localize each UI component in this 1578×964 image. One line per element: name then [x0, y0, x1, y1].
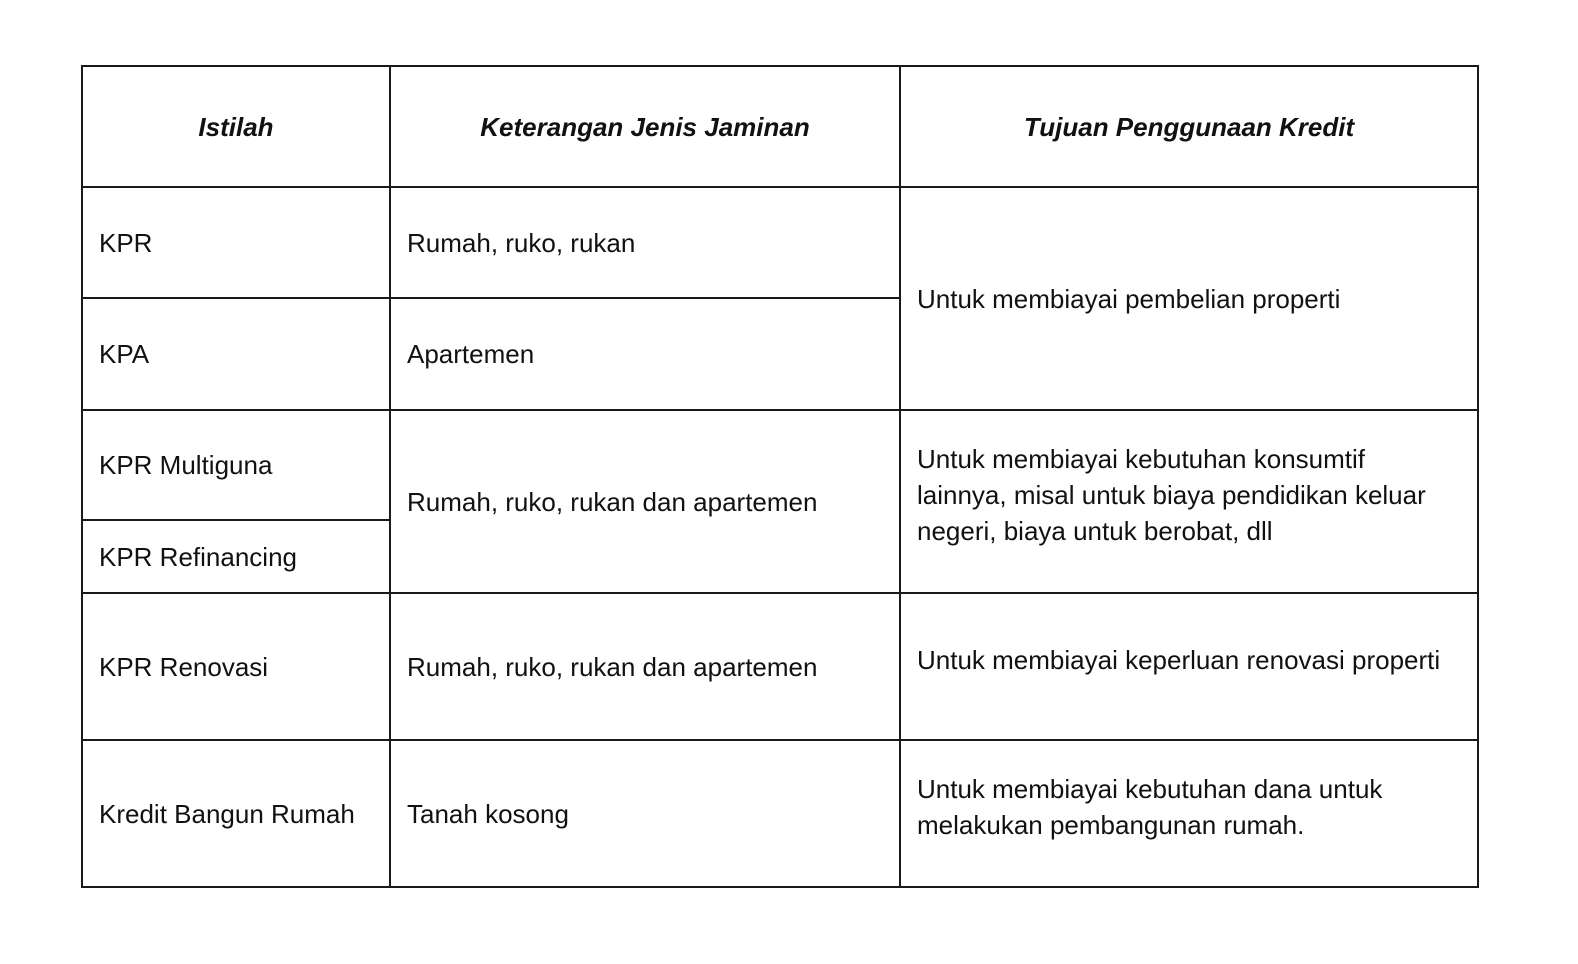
credit-types-table: [81, 65, 1479, 888]
purpose-cell: Untuk membiayai pembelian properti: [900, 187, 1478, 410]
purpose-cell: Untuk membiayai kebutuhan konsumtif lainnya, misal untuk biaya pendidikan keluar negeri, biaya untuk berobat, dll: [900, 410, 1478, 593]
collateral-cell: Rumah, ruko, rukan dan apartemen: [390, 410, 900, 593]
header-keterangan-jenis-jaminan: Keterangan Jenis Jaminan: [390, 66, 900, 187]
credit-types-table-container: [81, 65, 1479, 888]
term-cell: KPR Multiguna: [82, 410, 390, 520]
table-row: [82, 740, 1478, 887]
term-cell: KPR Refinancing: [82, 520, 390, 593]
term-cell: KPR Renovasi: [82, 593, 390, 740]
term-cell: KPR: [82, 187, 390, 298]
table-header-row: [82, 66, 1478, 187]
table-row: [82, 593, 1478, 740]
term-cell: KPA: [82, 298, 390, 410]
collateral-cell: Tanah kosong: [390, 740, 900, 887]
table-row: [82, 187, 1478, 298]
purpose-cell: Untuk membiayai kebutuhan dana untuk melakukan pembangunan rumah.: [900, 740, 1478, 887]
term-cell: Kredit Bangun Rumah: [82, 740, 390, 887]
purpose-cell: Untuk membiayai keperluan renovasi properti: [900, 593, 1478, 740]
header-tujuan-penggunaan-kredit: Tujuan Penggunaan Kredit: [900, 66, 1478, 187]
collateral-cell: Apartemen: [390, 298, 900, 410]
table-row: [82, 410, 1478, 520]
collateral-cell: Rumah, ruko, rukan: [390, 187, 900, 298]
collateral-cell: Rumah, ruko, rukan dan apartemen: [390, 593, 900, 740]
header-istilah: Istilah: [82, 66, 390, 187]
